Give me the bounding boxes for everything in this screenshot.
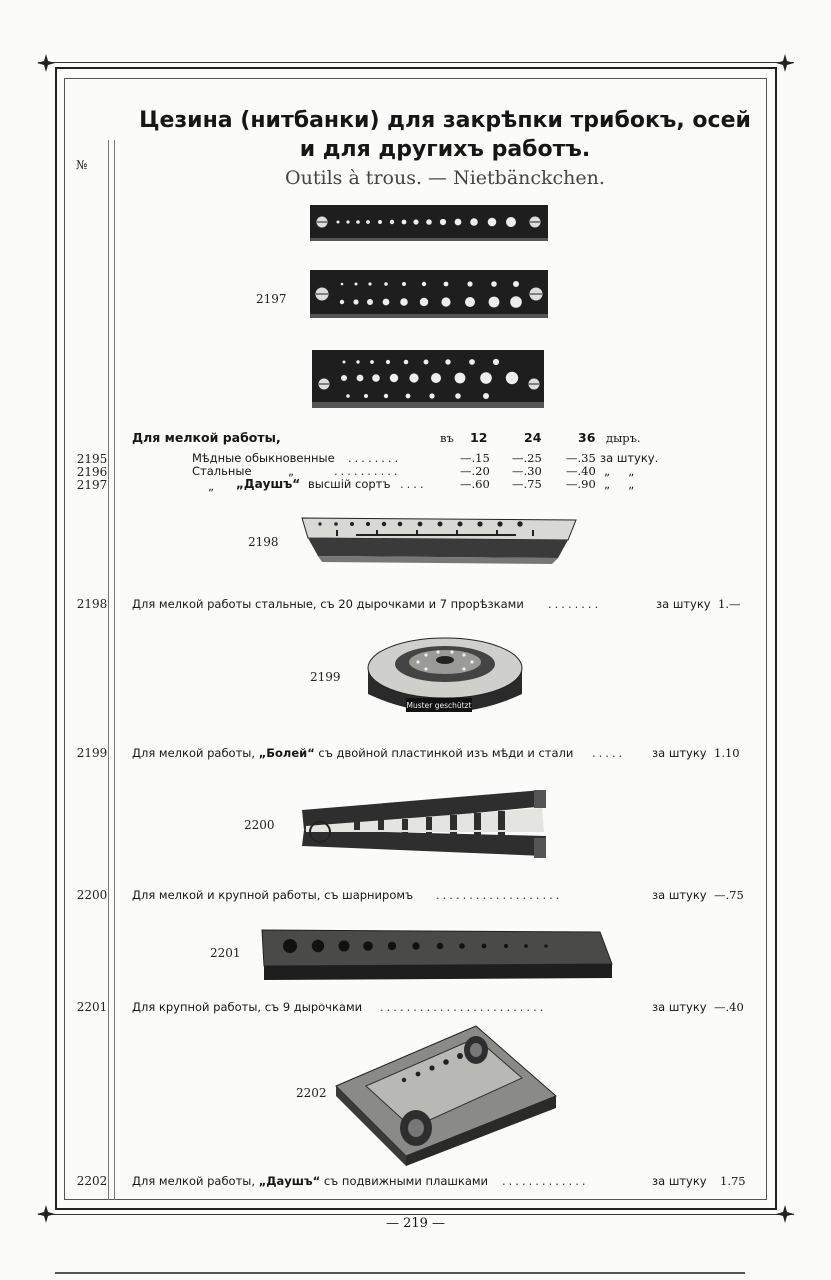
row-2196-ditto: „ [288,464,294,478]
item-number-2197: 2197 [76,478,108,492]
item-2200-price: —.75 [714,888,744,902]
row-2196-unit-ditto: „ „ [604,464,635,478]
item-2201-description: Для крупной работы, съ 9 дырочками [132,1000,363,1014]
page-edge-line [55,1272,745,1274]
number-column-divider-2 [114,140,115,1200]
row-2196-price-36: —.40 [566,464,596,478]
holes-24: 24 [524,430,542,445]
item-2199-text-pre: Для мелкой работы, [132,746,259,760]
small-work-heading: Для мелкой работы, [132,430,281,445]
figure-label-2198: 2198 [248,535,279,549]
leader-dots: ........ [348,451,402,465]
item-2202-price: 1.75 [720,1174,746,1188]
figure-2199-stamp: Muster geschützt [406,701,472,710]
figure-label-2199: 2199 [310,670,341,684]
item-2198-description: Для мелкой работы стальные, съ 20 дырочками и 7 прорѣзками [132,597,524,611]
item-2202-text-post: съ подвижными плашками [320,1174,489,1188]
row-2195-price-24: —.25 [512,451,542,465]
hole-plates-illustration [306,202,552,412]
row-2196-price-12: —.20 [460,464,490,478]
item-2201-price: —.40 [714,1000,744,1014]
bottom-rule [38,1214,794,1215]
row-2197-name: высшій сортъ [308,477,391,491]
row-2197-price-24: —.75 [512,477,542,491]
item-2202-unit: за штуку [652,1174,707,1188]
leader-dots: .... [400,477,427,491]
slotted-stake-illustration [296,512,582,568]
item-2198-price: 1.— [718,597,741,611]
item-2202-text-pre: Для мелкой работы, [132,1174,259,1188]
top-rule [38,62,794,63]
item-2200-description: Для мелкой и крупной работы, съ шарниромъ [132,888,414,902]
item-number-2195: 2195 [76,452,108,466]
hinged-stake-illustration [294,786,556,874]
item-2199-description [132,746,573,760]
page-subtitle: Outils à trous. — Nietbänckchen. [285,167,605,189]
corner-ornament-icon [36,53,56,73]
holes-suffix: дыръ. [606,431,641,445]
row-2197-ditto: „ [208,479,214,493]
row-2197-unit-ditto: „ „ [604,477,635,491]
item-number-2201: 2201 [76,1000,108,1014]
figure-label-2197: 2197 [256,292,287,306]
row-2196-price-24: —.30 [512,464,542,478]
row-2195-name: Мѣдные обыкновенные [192,451,335,465]
row-2197-price-36: —.90 [566,477,596,491]
row-2197-price-12: —.60 [460,477,490,491]
item-2199-brand: „Болей“ [258,746,315,760]
item-2202-description [132,1174,488,1188]
item-2201-unit: за штуку [652,1000,707,1014]
row-2197-brand: „Даушъ“ [236,477,301,491]
item-number-2196: 2196 [76,465,108,479]
corner-ornament-icon [775,53,795,73]
page-title-line1: Цезина (нитбанки) для закрѣпки трибокъ, осей [139,108,751,133]
item-number-2199: 2199 [76,746,108,760]
leader-dots: .......... [334,464,401,478]
row-2196-name: Стальные [192,464,252,478]
figure-label-2202: 2202 [296,1086,327,1100]
number-column-header: № [76,158,88,172]
row-2195-price-36: —.35 [566,451,596,465]
holes-36: 36 [578,430,596,445]
number-column-divider [108,140,109,1200]
page-number: — 219 — [385,1216,446,1231]
round-stake-illustration [360,628,530,724]
leader-dots: ......................... [380,1000,547,1014]
row-2195-price-12: —.15 [460,451,490,465]
figure-label-2200: 2200 [244,818,275,832]
item-2199-unit: за штуку [652,746,707,760]
item-2202-brand: „Даушъ“ [258,1174,321,1188]
item-2200-unit: за штуку [652,888,707,902]
leader-dots: ........ [548,597,602,611]
leader-dots: ................... [436,888,563,902]
item-number-2200: 2200 [76,888,108,902]
leader-dots: ............. [502,1174,589,1188]
leader-dots: ..... [592,746,626,760]
page-title-line2: и для другихъ работъ. [299,137,591,162]
long-hole-plate-illustration [256,926,618,984]
item-number-2198: 2198 [76,597,108,611]
holes-12: 12 [470,430,488,445]
row-2195-unit: за штуку. [600,451,659,465]
holes-prefix: въ [440,431,454,445]
figure-label-2201: 2201 [210,946,241,960]
item-2199-text-post: съ двойной пластинкой изъ мѣди и стали [314,746,574,760]
movable-jaw-stake-illustration [326,1016,562,1166]
item-number-2202: 2202 [76,1174,108,1188]
item-2199-price: 1.10 [714,746,740,760]
item-2198-unit: за штуку [656,597,711,611]
